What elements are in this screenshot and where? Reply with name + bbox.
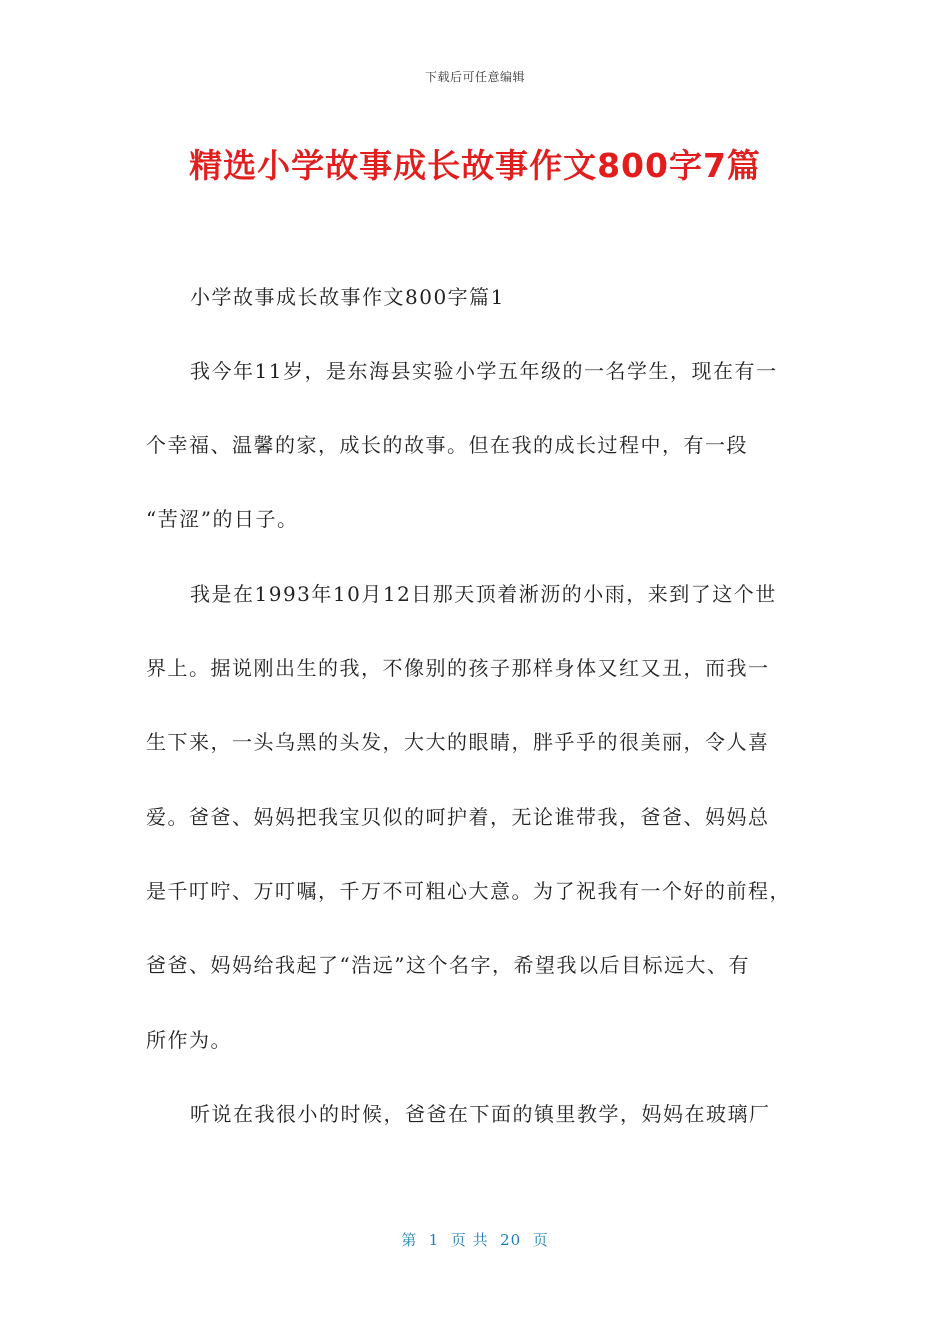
paragraph-2-line-1: 我是在1993年10月12日那天顶着淅沥的小雨，来到了这个世 xyxy=(190,582,777,606)
paragraph-2-line-7: 所作为。 xyxy=(146,1028,232,1052)
document-title: 精选小学故事成长故事作文800字7篇 xyxy=(189,146,761,185)
paragraph-2-line-4: 爱。爸爸、妈妈把我宝贝似的呵护着，无论谁带我，爸爸、妈妈总 xyxy=(146,805,770,829)
paragraph-1-line-1: 我今年11岁，是东海县实验小学五年级的一名学生，现在有一 xyxy=(190,359,778,383)
paragraph-1-line-3: “苦涩”的日子。 xyxy=(146,507,299,531)
page-footer: 第 1 页 共 20 页 xyxy=(401,1231,549,1249)
paragraph-2-line-5: 是千叮咛、万叮嘱，千万不可粗心大意。为了祝我有一个好的前程， xyxy=(146,879,791,903)
paragraph-3-line-1: 听说在我很小的时候，爸爸在下面的镇里教学，妈妈在玻璃厂 xyxy=(190,1102,771,1126)
section-heading: 小学故事成长故事作文800字篇1 xyxy=(190,285,505,309)
paragraph-2-line-2: 界上。据说刚出生的我，不像别的孩子那样身体又红又丑，而我一 xyxy=(146,656,770,680)
header-note: 下载后可任意编辑 xyxy=(424,70,525,84)
paragraph-1-line-2: 个幸福、温馨的家，成长的故事。但在我的成长过程中，有一段 xyxy=(146,433,748,457)
paragraph-2-line-3: 生下来，一头乌黑的头发，大大的眼睛，胖乎乎的很美丽，令人喜 xyxy=(146,730,770,754)
paragraph-2-line-6: 爸爸、妈妈给我起了“浩远”这个名字，希望我以后目标远大、有 xyxy=(146,953,750,977)
